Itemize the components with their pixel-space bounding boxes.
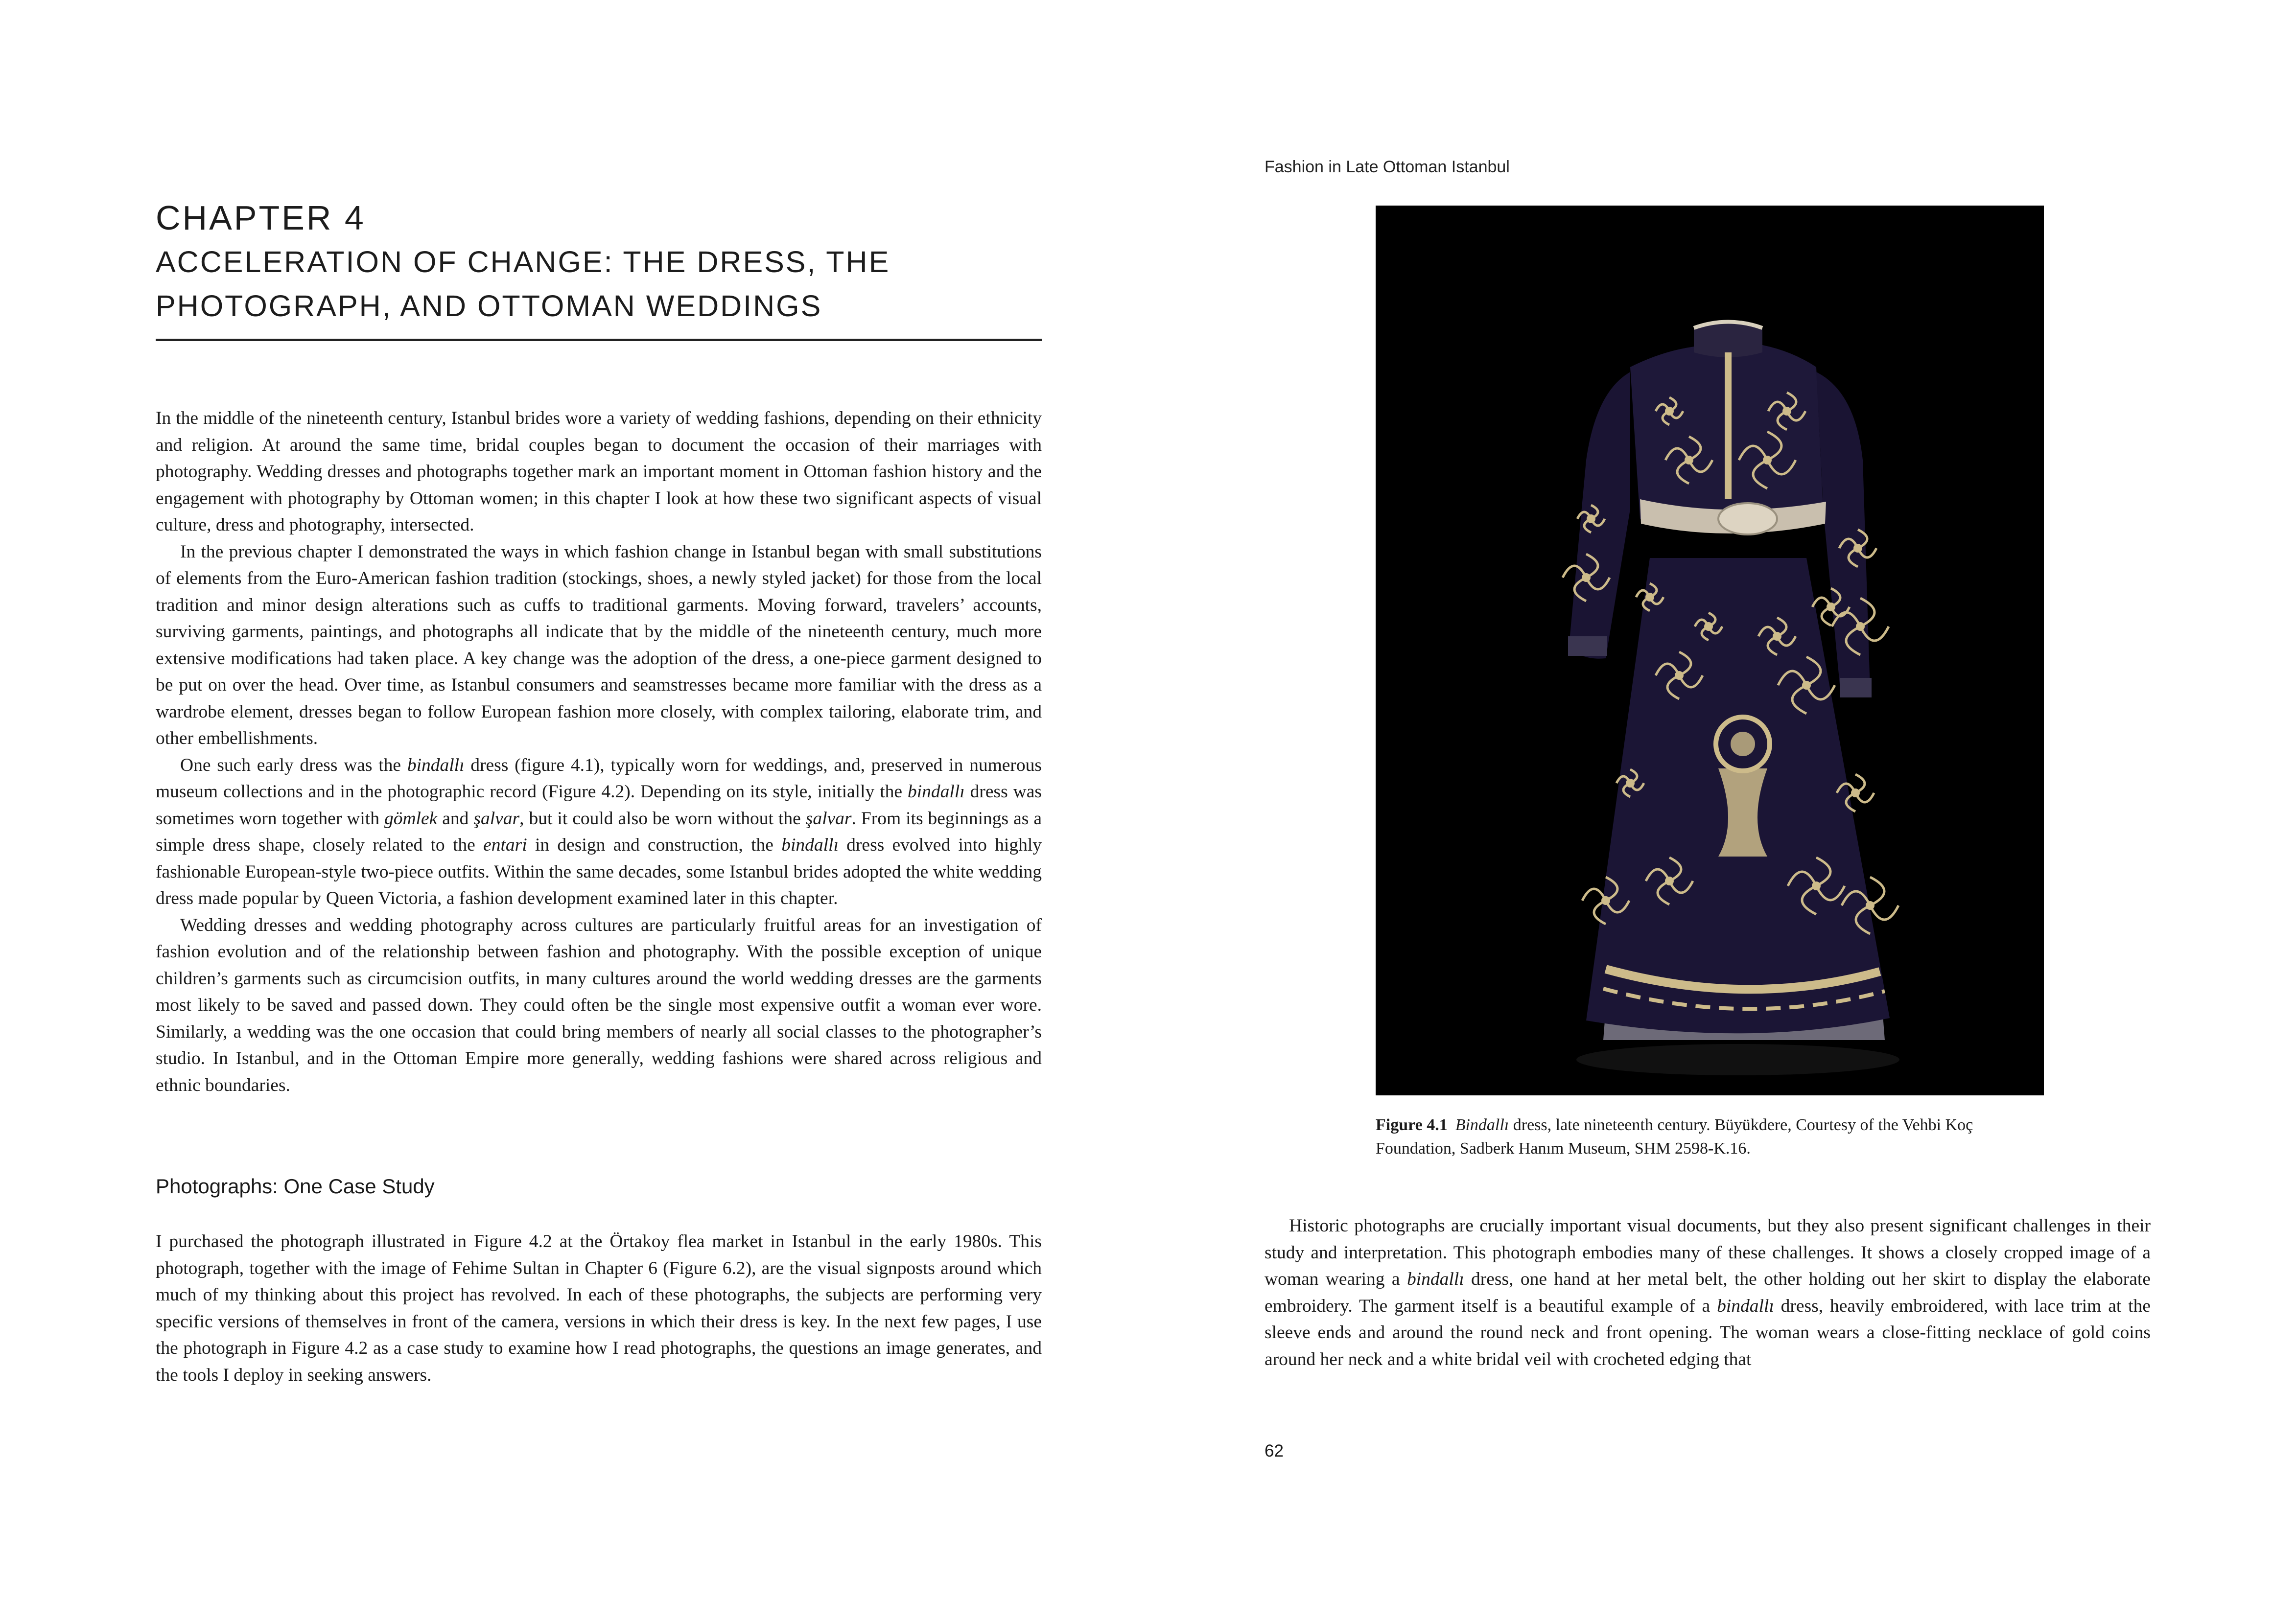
paragraph: Historic photographs are crucially important visual documents, but they also present significant challenges in their study and interpretation. This photograph embodies many of these challenges. It shows a closely cropped image of a woman wearing a bindallı dress, one hand at her metal belt, the other holding out her skirt to display the elaborate embroidery. The garment itself is a beautiful example of a bindallı dress, heavily embroidered, with lace trim at the sleeve ends and around the round neck and front opening. The woman wears a close-fitting necklace of gold coins around her neck and a white bridal veil with crocheted edging that (1265, 1216, 2151, 1369)
section-text (156, 1229, 1042, 1389)
paragraph: I purchased the photograph illustrated in Figure 4.2 at the Örtakoy flea market in Istanbul in the early 1980s. This photograph, together with the image of Fehime Sultan in Chapter 6 (Figure 6.2), are the visual signposts around which much of my thinking about this project has revolved. In each of these photographs, the subjects are performing very specific versions of themselves in front of the camera, versions in which their dress is key. In the next few pages, I use the photograph in Figure 4.2 as a case study to examine how I read photographs, the questions an image generates, and the tools I deploy in seeking answers. (156, 1231, 1042, 1385)
paragraph: In the previous chapter I demonstrated the ways in which fashion change in Istanbul began with small substitutions of elements from the Euro-American fashion tradition (stockings, shoes, a newly styled jacket) for those from the local tradition and minor design alterations such as cuffs to traditional garments. Moving forward, travelers’ accounts, surviving garments, paintings, and photographs all indicate that by the middle of the nineteenth century, much more extensive modifications had taken place. A key change was the adoption of the dress, a one-piece garment designed to be put on over the head. Over time, as Istanbul consumers and seamstresses became more familiar with the dress as a wardrobe element, dresses began to follow European fashion more closely, with complex tailoring, elaborate trim, and other embellishments. (156, 541, 1042, 748)
chapter-header (156, 196, 1042, 328)
chapter-number: CHAPTER 4 (156, 199, 366, 237)
page-number: 62 (1265, 1441, 1284, 1461)
section-heading: Photographs: One Case Study (156, 1175, 435, 1198)
paragraph: One such early dress was the bindallı dress (figure 4.1), typically worn for weddings, and, preserved in numerous museum collections and in the photographic record (Figure 4.2). Depending on its style, initially the bindallı dress was sometimes worn together with gömlek and şalvar, but it could also be worn without the şalvar. From its beginnings as a simple dress shape, closely related to the entari in design and construction, the bindallı dress evolved into highly fashionable European-style two-piece outfits. Within the same decades, some Istanbul brides adopted the white wedding dress made popular by Queen Victoria, a fashion development examined later in this chapter. (156, 755, 1042, 908)
chapter-title: ACCELERATION OF CHANGE: THE DRESS, THE PHOTOGRAPH, AND OTTOMAN WEDDINGS (156, 245, 890, 323)
chapter-intro-text (156, 405, 1042, 1099)
right-page-text (1265, 1213, 2151, 1373)
right-page (1148, 0, 2296, 1623)
paragraph: Wedding dresses and wedding photography across cultures are particularly fruitful areas for an investigation of fashion evolution and of the relationship between fashion and photography. With the possible exception of unique children’s garments such as circumcision outfits, in many cultures around the world wedding dresses are the garments most likely to be saved and passed down. They could often be the single most expensive outfit a woman ever wore. Similarly, a wedding was the one occasion that could bring members of nearly all social classes to the photographer’s studio. In Istanbul, and in the Ottoman Empire more generally, wedding fashions were shared across religious and ethnic boundaries. (156, 915, 1042, 1095)
figure-caption: Figure 4.1 Bindallı dress, late nineteenth century. Büyükdere, Courtesy of the Vehbi Koç Foundation, Sadberk Hanım Museum, SHM 2598-K.16. (1376, 1116, 1973, 1158)
paragraph: In the middle of the nineteenth century, Istanbul brides wore a variety of wedding fashions, depending on their ethnicity and religion. At around the same time, bridal couples began to document the occasion of their marriages with photography. Wedding dresses and photographs together mark an important moment in Ottoman fashion history and the engagement with photography by Ottoman women; in this chapter I look at how these two significant aspects of visual culture, dress and photography, intersected. (156, 408, 1042, 535)
bindalli-dress-image (1376, 206, 2044, 1095)
chapter-title-rule (156, 339, 1042, 341)
figure-label: Figure 4.1 (1376, 1116, 1448, 1134)
figure-photo (1376, 206, 2044, 1095)
running-head: Fashion in Late Ottoman Istanbul (1265, 158, 1510, 176)
